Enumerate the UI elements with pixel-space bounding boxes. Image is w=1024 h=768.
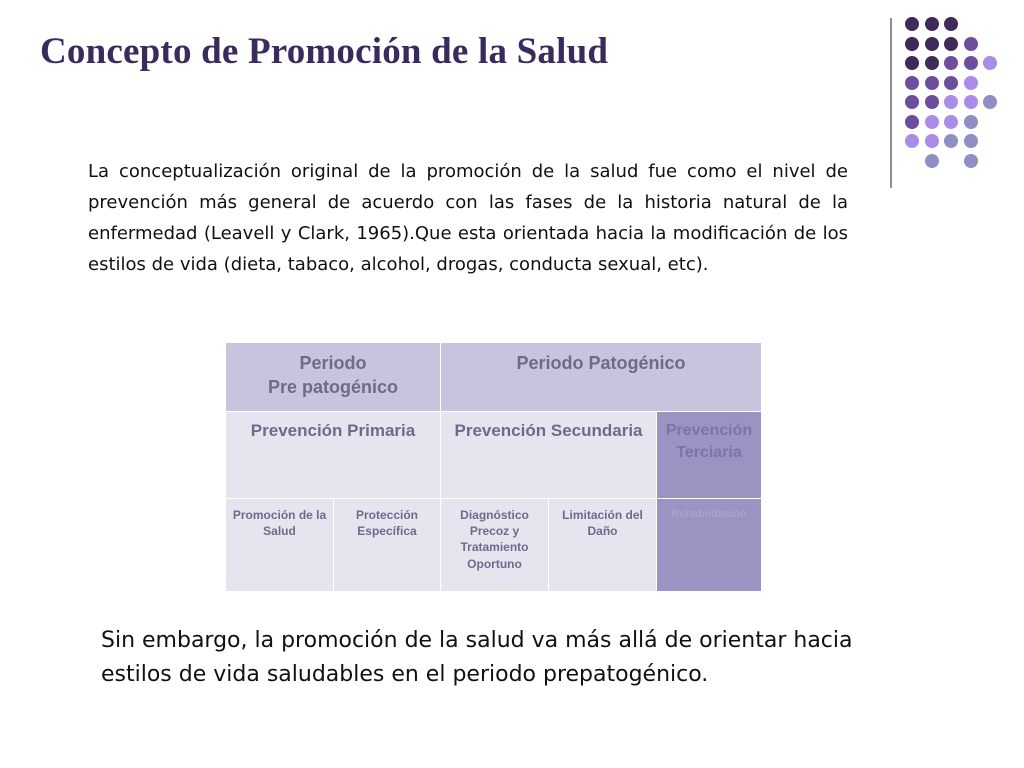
level-prevencion-primaria: Prevención Primaria bbox=[226, 412, 440, 498]
dot-light bbox=[944, 115, 958, 129]
dot-mid bbox=[905, 95, 919, 109]
action-proteccion-especifica: Protección Específica bbox=[334, 499, 440, 591]
level-prevencion-terciaria: Prevención Terciaria bbox=[657, 412, 761, 498]
action-diagnostico-precoz: Diagnóstico Precoz y Tratamiento Oportuno bbox=[441, 499, 548, 591]
dot-mid bbox=[944, 56, 958, 70]
dot-light bbox=[905, 134, 919, 148]
dot-dark bbox=[905, 17, 919, 31]
dot-grey bbox=[944, 134, 958, 148]
dot-dark bbox=[925, 17, 939, 31]
prevention-levels-table bbox=[226, 343, 761, 591]
dot-mid bbox=[905, 76, 919, 90]
dot-light bbox=[944, 95, 958, 109]
dot-light bbox=[925, 115, 939, 129]
dot-grey bbox=[983, 95, 997, 109]
dot-grey bbox=[964, 134, 978, 148]
level-prevencion-secundaria: Prevención Secundaria bbox=[441, 412, 656, 498]
dot-grey bbox=[925, 154, 939, 168]
closing-paragraph: Sin embargo, la promoción de la salud va más allá de orientar hacia estilos de vida saludables en el periodo prepatogénico. bbox=[101, 628, 853, 687]
header-periodo-prepatogenico: Periodo Pre patogénico bbox=[226, 343, 440, 411]
dot-mid bbox=[944, 76, 958, 90]
dot-light bbox=[983, 56, 997, 70]
dot-dark bbox=[944, 17, 958, 31]
dot-light bbox=[964, 95, 978, 109]
dot-mid bbox=[964, 56, 978, 70]
dot-light bbox=[925, 134, 939, 148]
dot-dark bbox=[905, 56, 919, 70]
dot-mid bbox=[905, 115, 919, 129]
action-limitacion-dano: Limitación del Daño bbox=[549, 499, 656, 591]
dot-light bbox=[964, 76, 978, 90]
dot-grey bbox=[964, 154, 978, 168]
dot-mid bbox=[964, 37, 978, 51]
dot-dark bbox=[925, 37, 939, 51]
header-periodo-patogenico: Periodo Patogénico bbox=[441, 343, 761, 411]
slide-title: Concepto de Promoción de la Salud bbox=[40, 31, 609, 72]
action-rehabilitacion: Rehabilitación bbox=[657, 499, 761, 591]
dot-grey bbox=[964, 115, 978, 129]
dot-dark bbox=[905, 37, 919, 51]
dot-dark bbox=[944, 37, 958, 51]
action-promocion-salud: Promoción de la Salud bbox=[226, 499, 333, 591]
dot-mid bbox=[925, 76, 939, 90]
dot-dark bbox=[925, 56, 939, 70]
intro-paragraph: La conceptualización original de la promoción de la salud fue como el nivel de prevención más general de acuerdo con las fases de la historia natural de la enfermedad (Leavell y Clark, 1965).Que esta orientada hacia la modificación de los estilos de vida (dieta, tabaco, alcohol, drogas, conducta sexual, etc). bbox=[88, 161, 848, 275]
dot-mid bbox=[925, 95, 939, 109]
